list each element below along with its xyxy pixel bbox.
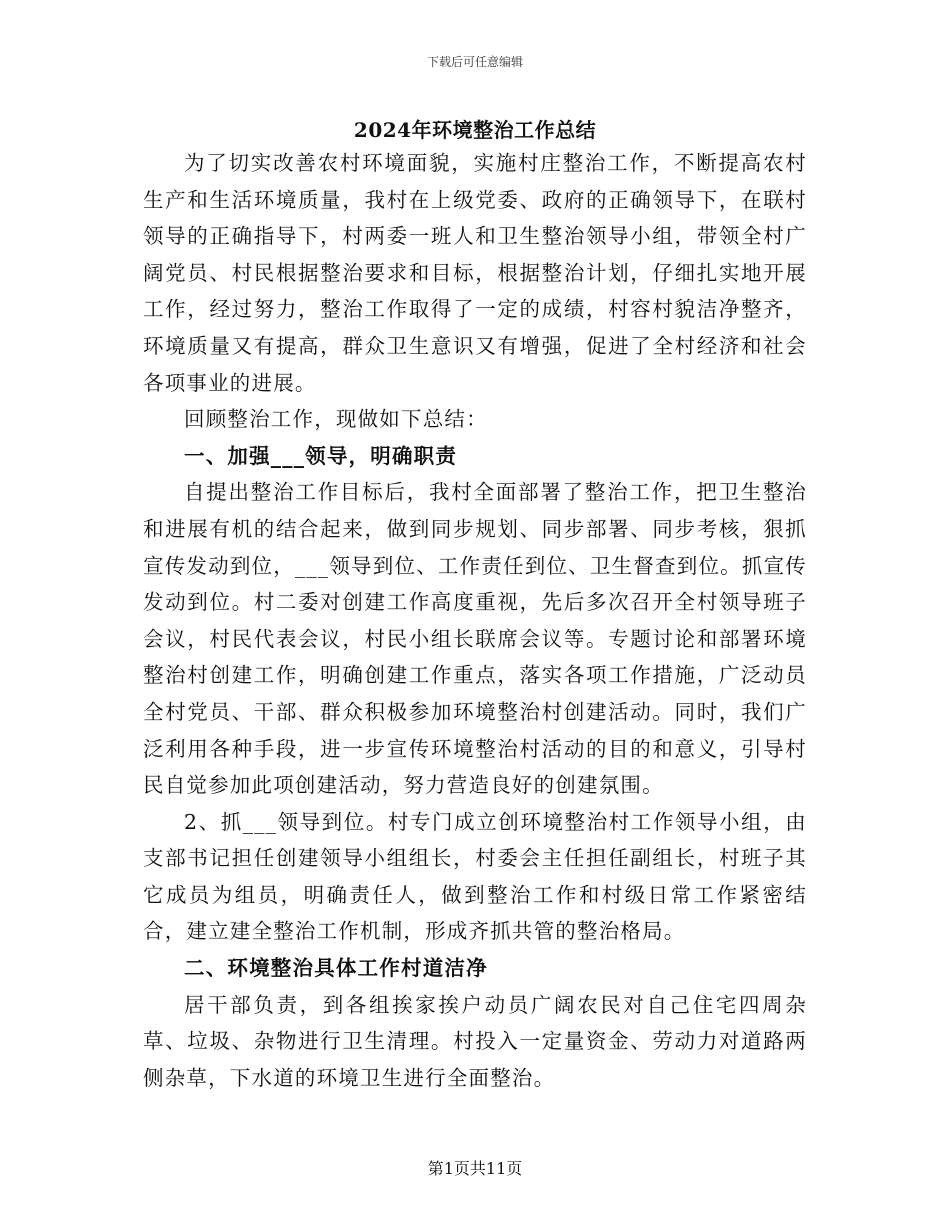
section-heading-2: 二、环境整治具体工作村道洁净 <box>184 956 488 981</box>
section-heading-1: 一、加强___领导，明确职责 <box>184 443 458 468</box>
document-body <box>143 145 807 1096</box>
page-number-footer: 第1页共11页 <box>427 1159 523 1178</box>
paragraph-review: 回顾整治工作，现做如下总结： <box>184 407 488 432</box>
paragraph-intro: 为了切实改善农村环境面貌，实施村庄整治工作，不断提高农村生产和生活环境质量，我村在上级党委、政府的正确领导下，在联村领导的正确指导下，村两委一班人和卫生整治领导小组，带领全村广阔党员、村民根据整治要求和目标，根据整治计划，仔细扎实地开展工作，经过努力，整治工作取得了一定的成绩，村容村貌洁净整齐，环境质量又有提高，群众卫生意识又有增强，促进了全村经济和社会各项事业的进展。 <box>143 151 807 395</box>
document-title: 2024年环境整治工作总结 <box>353 118 597 142</box>
page-header-note: 下载后可任意编辑 <box>426 55 523 69</box>
paragraph-section-1-item-2: 2、抓___领导到位。村专门成立创环境整治村工作领导小组，由支部书记担任创建领导小组组长，村委会主任担任副组长，村班子其它成员为组员，明确责任人，做到整治工作和村级日常工作紧密结合，建立建全整治工作机制，形成齐抓共管的整治格局。 <box>143 809 807 944</box>
paragraph-section-1-body: 自提出整治工作目标后，我村全面部署了整治工作，把卫生整治和进展有机的结合起来，做到同步规划、同步部署、同步考核，狠抓宣传发动到位，___领导到位、工作责任到位、卫生督查到位。抓宣传发动到位。村二委对创建工作高度重视，先后多次召开全村领导班子会议，村民代表会议，村民小组长联席会议等。专题讨论和部署环境整治村创建工作，明确创建工作重点，落实各项工作措施，广泛动员全村党员、干部、群众积极参加环境整治村创建活动。同时，我们广泛利用各种手段，进一步宣传环境整治村活动的目的和意义，引导村民自觉参加此项创建活动，努力营造良好的创建氛围。 <box>143 480 807 798</box>
paragraph-section-2-body: 居干部负责，到各组挨家挨户动员广阔农民对自己住宅四周杂草、垃圾、杂物进行卫生清理。村投入一定量资金、劳动力对道路两侧杂草，下水道的环境卫生进行全面整治。 <box>143 992 807 1090</box>
